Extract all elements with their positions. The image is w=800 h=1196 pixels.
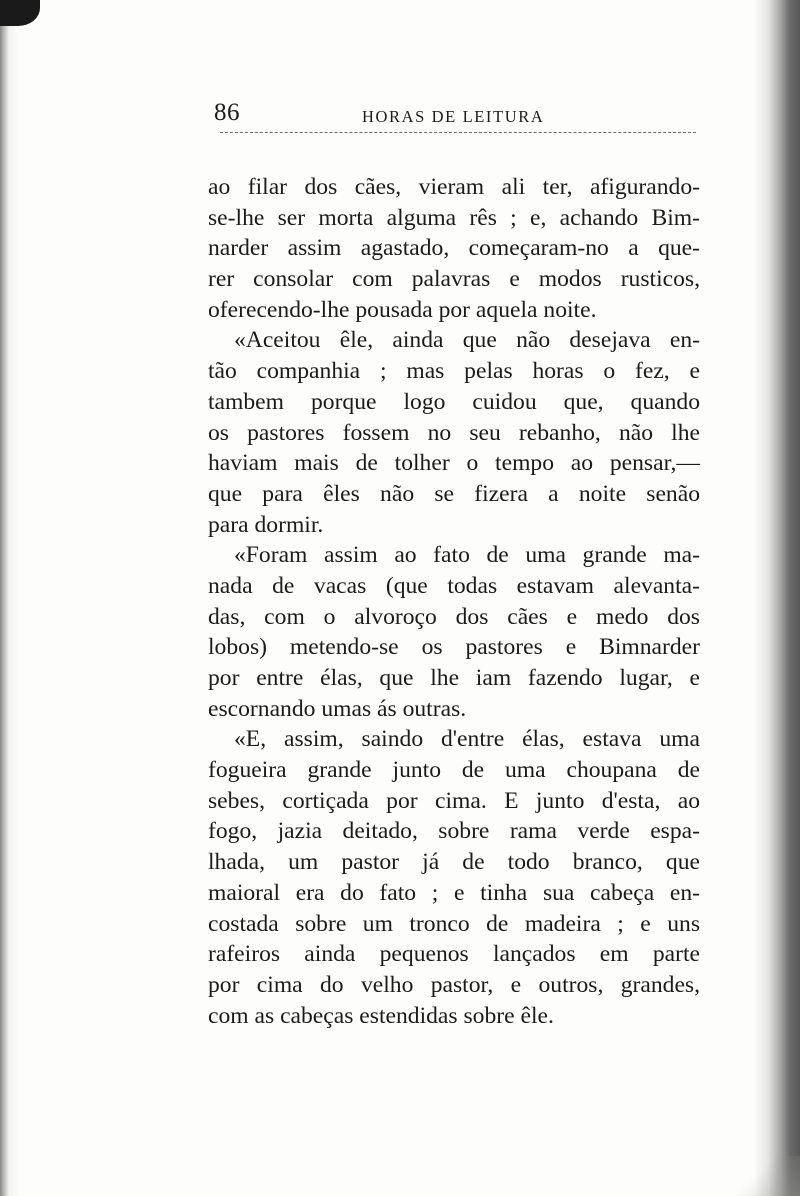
text-line: «Foram assim ao fato de uma grande ma-	[234, 542, 700, 569]
text-line: rer consolar com palavras e modos rusticos,	[208, 266, 700, 293]
text-line: os pastores fossem no seu rebanho, não lhe	[208, 419, 700, 446]
page-header	[214, 96, 696, 130]
text-line: tão companhia ; mas pelas horas o fez, e	[208, 358, 700, 385]
text-line: se-lhe ser morta alguma rês ; e, achando Bim-	[208, 204, 700, 231]
text-line: narder assim agastado, começaram-no a que-	[208, 235, 700, 262]
text-line: maioral era do fato ; e tinha sua cabeça en-	[208, 879, 700, 906]
text-line: lhada, um pastor já de todo branco, que	[208, 849, 700, 876]
text-line: lobos) metendo-se os pastores e Bimnarder	[208, 634, 700, 661]
left-page-edge-shadow	[0, 0, 18, 1196]
text-line: «E, assim, saindo d'entre élas, estava uma	[234, 726, 700, 753]
text-line: sebes, cortiçada por cima. E junto d'esta, ao	[208, 787, 700, 814]
running-head: HORAS DE LEITURA	[362, 107, 545, 126]
text-line: oferecendo-lhe pousada por aquela noite.	[208, 296, 597, 323]
text-line: por entre élas, que lhe iam fazendo lugar, e	[208, 665, 700, 691]
header-rule	[220, 132, 696, 133]
text-line: para dormir.	[208, 511, 324, 538]
page-number: 86	[214, 99, 240, 126]
text-line: costada sobre um tronco de madeira ; e uns	[208, 910, 700, 937]
text-line: tambem porque logo cuidou que, quando	[208, 388, 700, 415]
text-line: com as cabeças estendidas sobre êle.	[208, 1002, 554, 1029]
text-line: das, com o alvoroço dos cães e medo dos	[208, 603, 700, 630]
text-line: fogo, jazia deitado, sobre rama verde espa-	[208, 818, 700, 845]
bottom-right-scan-shadow	[730, 1156, 800, 1196]
body-text	[208, 172, 700, 1031]
text-line: que para êles não se fizera a noite senão	[208, 480, 700, 507]
top-left-scan-corner	[0, 0, 40, 26]
text-line: «Aceitou êle, ainda que não desejava en-	[234, 327, 700, 354]
text-line: fogueira grande junto de uma choupana de	[208, 757, 700, 784]
text-line: escornando umas ás outras.	[208, 695, 467, 722]
text-line: haviam mais de tolher o tempo ao pensar,—	[208, 450, 700, 477]
text-line: nada de vacas (que todas estavam alevanta-	[208, 572, 700, 599]
text-line: por cima do velho pastor, e outros, grandes,	[208, 971, 700, 998]
right-page-edge-shadow	[754, 0, 800, 1196]
text-line: ao filar dos cães, vieram ali ter, afigurando-	[208, 174, 700, 200]
text-line: rafeiros ainda pequenos lançados em parte	[208, 941, 700, 968]
